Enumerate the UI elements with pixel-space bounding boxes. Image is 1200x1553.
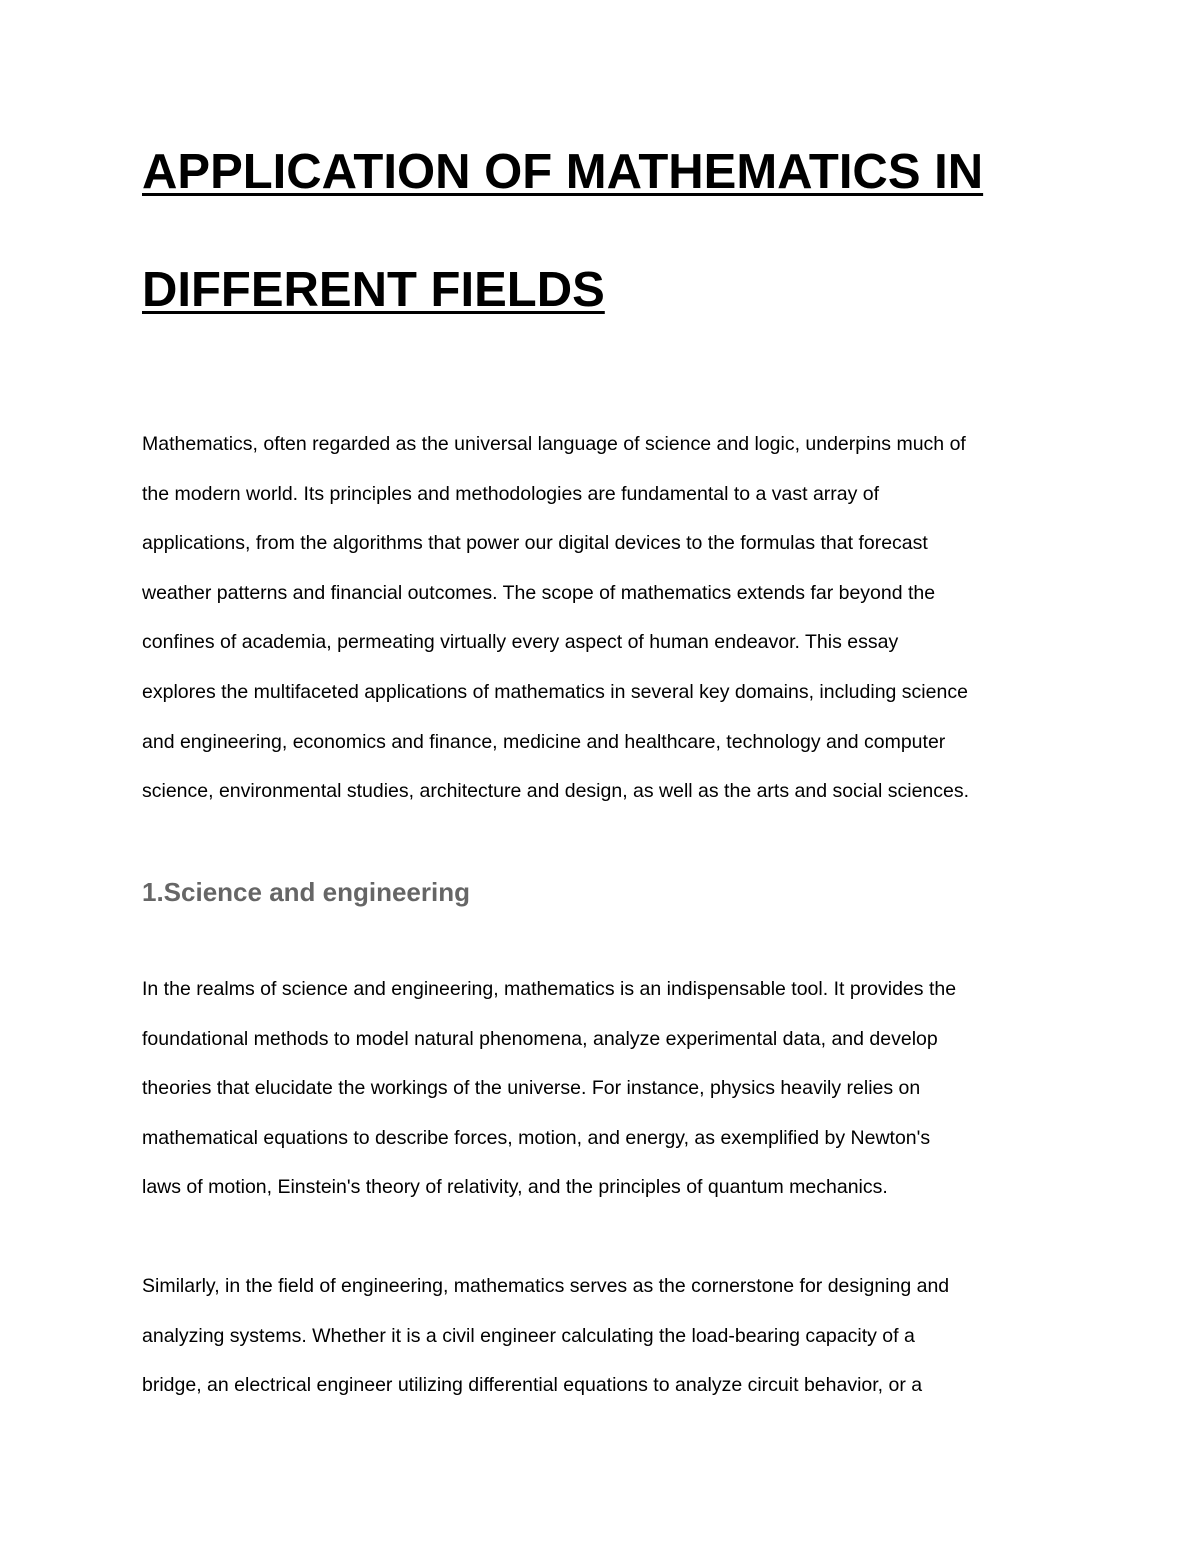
document-title-line-2: DIFFERENT FIELDS [142, 263, 605, 317]
engineering-line: bridge, an electrical engineer utilizing differential equations to analyze circuit behavior, or a [142, 1374, 923, 1397]
science-paragraph [142, 965, 1072, 1213]
intro-line: science, environmental studies, architecture and design, as well as the arts and social sciences. [142, 780, 970, 803]
engineering-paragraph [142, 1262, 1072, 1411]
section-heading-science-engineering: 1.Science and engineering [142, 877, 470, 907]
science-line: In the realms of science and engineering, mathematics is an indispensable tool. It provides the [142, 978, 957, 1000]
intro-line: the modern world. Its principles and methodologies are fundamental to a vast array of [142, 482, 880, 505]
intro-line: and engineering, economics and finance, medicine and healthcare, technology and computer [142, 730, 946, 753]
engineering-line: Similarly, in the field of engineering, mathematics serves as the cornerstone for designing and [142, 1275, 950, 1297]
intro-line: Mathematics, often regarded as the universal language of science and logic, underpins much of [142, 433, 966, 455]
science-line: mathematical equations to describe forces, motion, and energy, as exemplified by Newton's [142, 1126, 931, 1149]
science-line: foundational methods to model natural phenomena, analyze experimental data, and develop [142, 1027, 938, 1050]
intro-line: explores the multifaceted applications of mathematics in several key domains, including science [142, 680, 968, 703]
science-line: laws of motion, Einstein's theory of relativity, and the principles of quantum mechanics. [142, 1176, 888, 1199]
intro-paragraph [142, 420, 1072, 817]
document-title-line-1: APPLICATION OF MATHEMATICS IN [142, 145, 984, 199]
intro-line: confines of academia, permeating virtually every aspect of human endeavor. This essay [142, 631, 899, 654]
intro-line: applications, from the algorithms that power our digital devices to the formulas that forecast [142, 532, 928, 555]
science-line: theories that elucidate the workings of the universe. For instance, physics heavily relies on [142, 1077, 921, 1100]
engineering-line: analyzing systems. Whether it is a civil engineer calculating the load-bearing capacity of a [142, 1324, 915, 1347]
intro-line: weather patterns and financial outcomes. The scope of mathematics extends far beyond the [142, 581, 936, 604]
